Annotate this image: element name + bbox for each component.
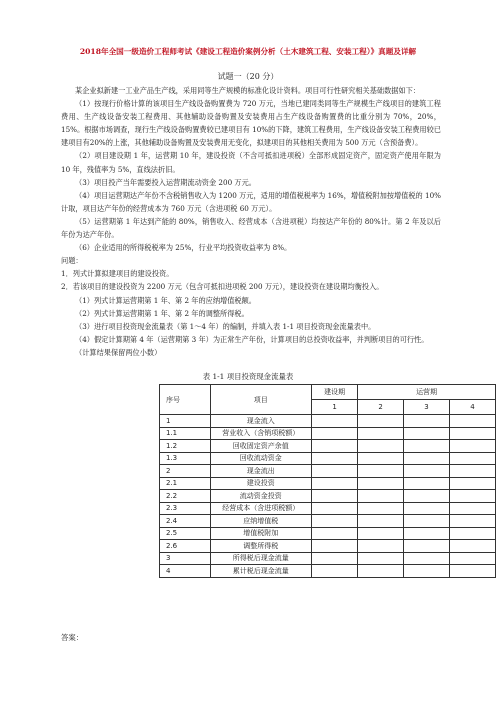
cell xyxy=(358,527,404,540)
paragraph: （6）企业适用的所得税税率为 25%，行业平均投资收益率为 8%。 xyxy=(75,243,292,253)
row-no: 4 xyxy=(160,565,211,578)
cell xyxy=(312,527,358,540)
cell xyxy=(404,415,450,428)
question-item: （2）列式计算运营期第 1 年、第 2 年的调整所得税。 xyxy=(75,308,249,318)
row-item: 营业收入（含销项税额） xyxy=(210,427,311,440)
cell xyxy=(404,502,450,515)
cell xyxy=(404,515,450,528)
cash-flow-table xyxy=(159,384,496,578)
cell xyxy=(450,527,496,540)
cell xyxy=(450,427,496,440)
row-no: 2.1 xyxy=(160,477,211,490)
table-row xyxy=(160,515,496,528)
cell xyxy=(312,552,358,565)
cell xyxy=(450,465,496,478)
cell xyxy=(312,502,358,515)
calc-note: （计算结果保留两位小数） xyxy=(75,347,162,357)
row-item: 回收流动资金 xyxy=(210,452,311,465)
table-row xyxy=(160,565,496,578)
header-item: 项目 xyxy=(210,385,311,415)
cell xyxy=(312,515,358,528)
cell xyxy=(404,540,450,553)
row-no: 1 xyxy=(160,415,211,428)
row-item: 现金流入 xyxy=(210,415,311,428)
row-no: 1.3 xyxy=(160,452,211,465)
row-no: 2.3 xyxy=(160,502,211,515)
questions-label: 问题： xyxy=(61,256,83,266)
row-item: 建设投资 xyxy=(210,477,311,490)
row-item: 增值税附加 xyxy=(210,527,311,540)
cell xyxy=(312,440,358,453)
cell xyxy=(358,502,404,515)
question-item: 1．列式计算拟建项目的建设投资。 xyxy=(61,269,174,279)
paragraph: （1）按现行价格计算的该项目生产线设备购置费为 720 万元，当地已建同类同等生产规模生产线项目的建筑工程费用、生产线设备安装工程费用、其他辅助设备购置及安装费用占生产线设备购置费的比重分别为 70%，20%，15%。根据市场调查，现行生产线设备购置费较已建项目有 10%的下降，建筑工程费用，生产线设备安装工程费用较已建项目有20%的上涨，其他辅助设备购置及安装费用无变化，拟建项目的其他相关费用为 500 万元（含预备费）。 xyxy=(61,99,441,148)
table-row xyxy=(160,477,496,490)
question-item: （1）列式计算运营期第 1 年、第 2 年的应纳增值税额。 xyxy=(75,295,256,305)
cell xyxy=(404,490,450,503)
cell xyxy=(312,427,358,440)
document-body xyxy=(61,84,441,359)
cell xyxy=(450,502,496,515)
table-row xyxy=(160,415,496,428)
row-item: 现金流出 xyxy=(210,465,311,478)
row-no: 2.6 xyxy=(160,540,211,553)
row-no: 2 xyxy=(160,465,211,478)
row-no: 3 xyxy=(160,552,211,565)
cell xyxy=(450,515,496,528)
question-item: （3）进行项目投资现金流量表（第 1～4 年）的编制，并填入表 1-1 项目投资现金流量表中。 xyxy=(75,321,376,331)
header-construction: 建设期 xyxy=(312,385,358,400)
cell xyxy=(404,452,450,465)
answer-label: 答案： xyxy=(61,633,84,642)
page-title: 2018年全国一级造价工程师考试《建设工程造价案例分析（土木建筑工程、安装工程）》真题及详解 xyxy=(79,47,417,56)
table-header-row xyxy=(160,385,496,400)
header-year: 2 xyxy=(358,400,404,415)
cell xyxy=(358,552,404,565)
row-item: 流动资金投资 xyxy=(210,490,311,503)
row-item: 调整所得税 xyxy=(210,540,311,553)
cell xyxy=(312,452,358,465)
cell xyxy=(358,540,404,553)
row-item: 应纳增值税 xyxy=(210,515,311,528)
paragraph: （3）项目投产当年需要投入运营期流动资金 200 万元。 xyxy=(75,177,256,187)
row-item: 所得税后现金流量 xyxy=(210,552,311,565)
cell xyxy=(358,440,404,453)
row-item: 回收固定资产余值 xyxy=(210,440,311,453)
header-year: 4 xyxy=(450,400,496,415)
cell xyxy=(358,427,404,440)
cell xyxy=(358,465,404,478)
cell xyxy=(358,490,404,503)
header-year: 3 xyxy=(404,400,450,415)
cell xyxy=(358,515,404,528)
cell xyxy=(312,565,358,578)
cell xyxy=(358,565,404,578)
question-item: （4）假定计算期第 4 年（运营期第 3 年）为正常生产年份，计算项目的总投资收益率，并判断项目的可行性。 xyxy=(75,334,429,344)
cell xyxy=(450,490,496,503)
cell xyxy=(450,415,496,428)
cell xyxy=(312,415,358,428)
table-row xyxy=(160,465,496,478)
question-item: 2．若该项目的建设投资为 2200 万元（包含可抵扣进项税 200 万元），建设投资在建设期均衡投入。 xyxy=(61,282,384,292)
cell xyxy=(404,440,450,453)
cell xyxy=(450,540,496,553)
cell xyxy=(358,415,404,428)
table-row xyxy=(160,502,496,515)
cell xyxy=(404,427,450,440)
table-row xyxy=(160,452,496,465)
cell xyxy=(404,465,450,478)
row-no: 2.5 xyxy=(160,527,211,540)
table-caption: 表 1-1 项目投资现金流量表 xyxy=(202,372,294,381)
table-row xyxy=(160,440,496,453)
cell xyxy=(450,565,496,578)
table-row xyxy=(160,540,496,553)
table-row xyxy=(160,527,496,540)
cell xyxy=(404,552,450,565)
cell xyxy=(404,527,450,540)
table-row xyxy=(160,427,496,440)
cell xyxy=(450,440,496,453)
header-operation: 运营期 xyxy=(358,385,496,400)
cell xyxy=(358,452,404,465)
cell xyxy=(450,452,496,465)
table-row xyxy=(160,490,496,503)
cell xyxy=(312,465,358,478)
row-no: 2.2 xyxy=(160,490,211,503)
row-item: 累计税后现金流量 xyxy=(210,565,311,578)
paragraph: （2）项目建设期 1 年，运营期 10 年，建设投资（不含可抵扣进项税）全部形成固定资产，固定资产使用年限为 10 年，残值率为 5%，直线法折旧。 xyxy=(61,151,441,174)
header-no: 序号 xyxy=(160,385,211,415)
header-year: 1 xyxy=(312,400,358,415)
paragraph: （5）运营期第 1 年达到产能的 80%，销售收入、经营成本（含进项税）均按达产年份的 80%计。第 2 年及以后年份为达产年份。 xyxy=(61,216,441,240)
cell xyxy=(358,477,404,490)
cell xyxy=(312,490,358,503)
cell xyxy=(404,477,450,490)
paragraph: （4）项目运营期达产年份不含税销售收入为 1200 万元，适用的增值税税率为 16%，增值税附加按增值税的 10%计取，项目达产年份的经营成本为 760 万元（含进项税 60 万元）。 xyxy=(61,190,441,213)
table-row xyxy=(160,552,496,565)
cell xyxy=(450,477,496,490)
row-item: 经营成本（含进项税额） xyxy=(210,502,311,515)
paragraph: 某企业拟新建一工业产品生产线，采用同等生产规模的标准化设计资料。项目可行性研究相关基础数据如下： xyxy=(75,86,421,95)
question-heading: 试题一（20 分） xyxy=(217,72,279,81)
row-no: 2.4 xyxy=(160,515,211,528)
cell xyxy=(312,477,358,490)
row-no: 1.2 xyxy=(160,440,211,453)
row-no: 1.1 xyxy=(160,427,211,440)
cell xyxy=(450,552,496,565)
cell xyxy=(312,540,358,553)
cell xyxy=(404,565,450,578)
